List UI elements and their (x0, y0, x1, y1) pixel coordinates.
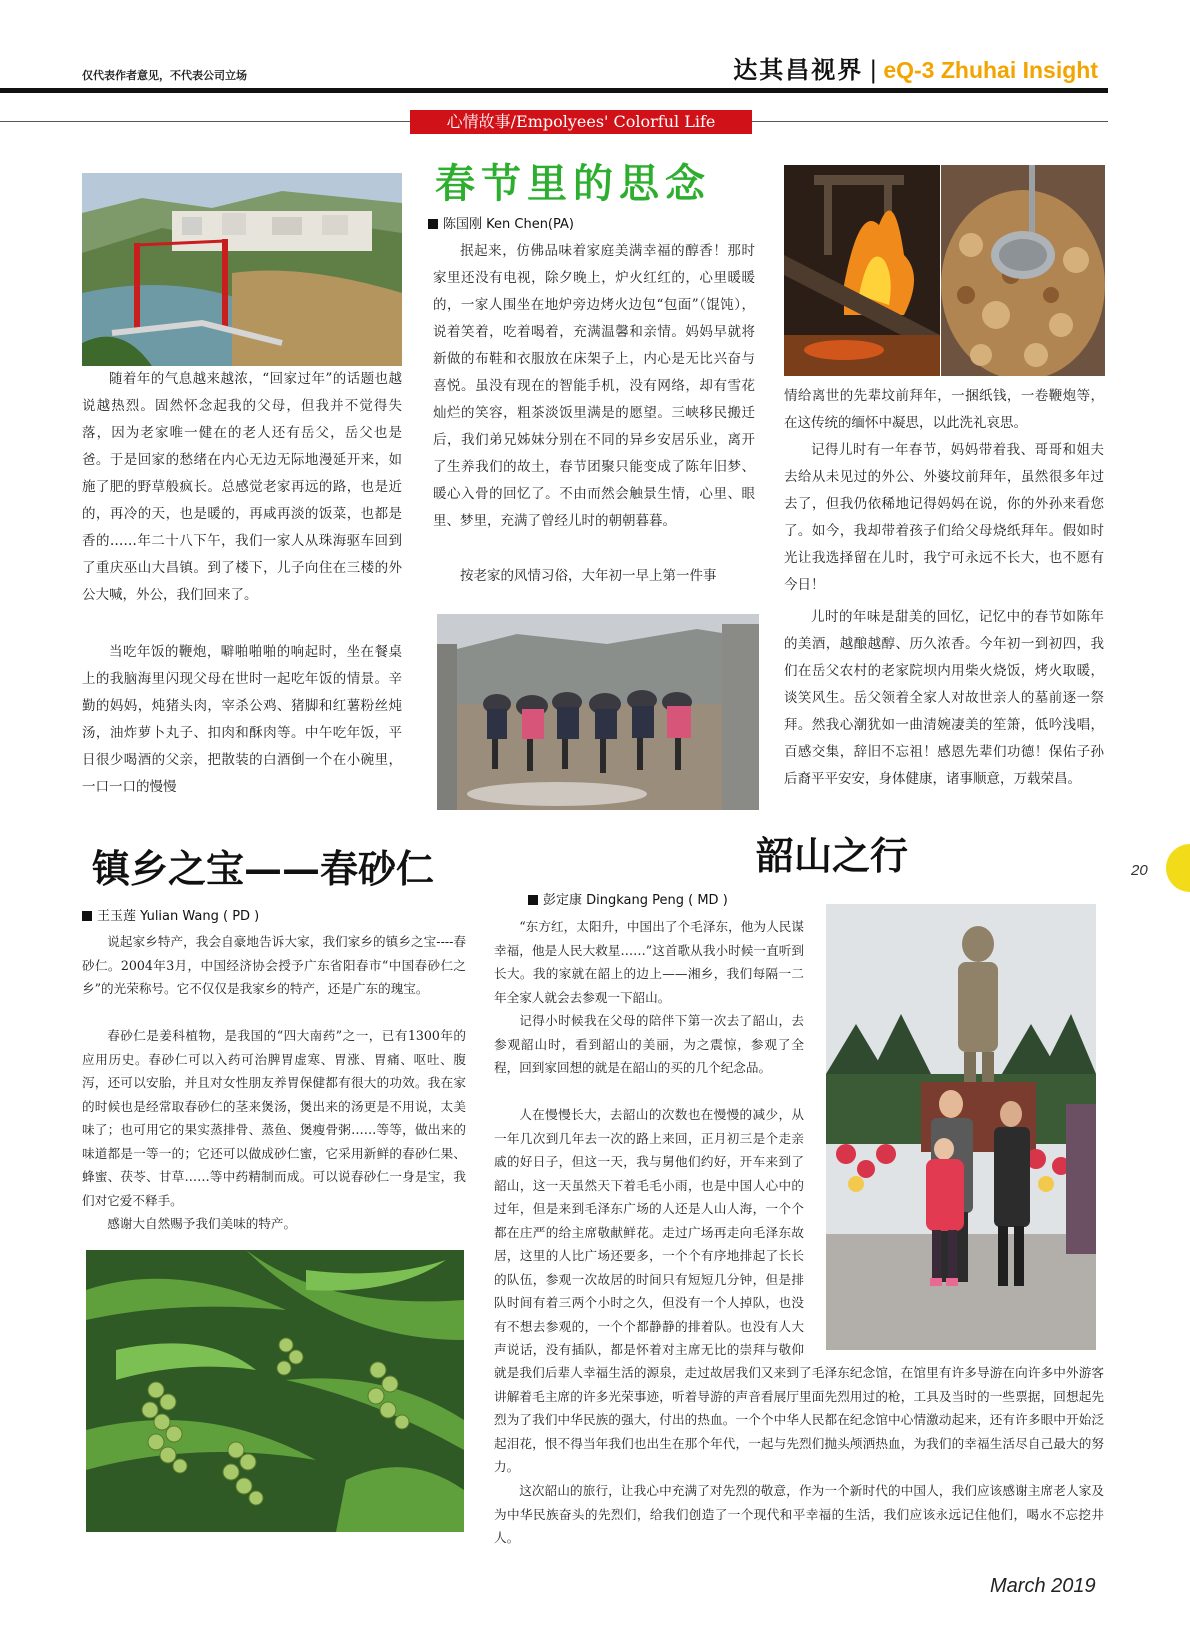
article1-title: 春节里的思念 (435, 161, 711, 207)
article1-byline: 陈国刚 Ken Chen(PA) (428, 213, 574, 232)
page-tab-marker (1166, 844, 1190, 892)
article2-byline: 王玉莲 Yulian Wang ( PD ) (82, 905, 259, 924)
article3-p2: 记得小时候我在父母的陪伴下第一次去了韶山，去参观韶山时，看到韶山的美丽，为之震惊，参观了全程，回到家回想的就是在韶山的买的几个纪念品。 (494, 1013, 804, 1075)
bullet-square-icon (82, 911, 92, 921)
article2-title: 镇乡之宝——春砂仁 (92, 846, 435, 891)
brand-chinese: 达其昌视界 (733, 55, 864, 84)
article3-p3: 人在慢慢长大，去韶山的次数也在慢慢的减少，从一年几次到几年去一次的路上来回，正月初三是个走亲戚的好日子，但这一天，我与舅他们约好，开车来到了韶山，这一天虽然天下着毛毛小雨，也是中国人心中的过年，但是来到毛泽东广场的人还是人山人海，一个个都在庄严的给主席敬献鲜花。走过广场再走向毛泽东故居，这里的人比广场还要多，一个个有序地排起了长长的队伍，参观一次故居的时间只有短短几分钟，但是排队时间有着三两个小时之久，但没有一个人掉队，也没有不想去参观的，一个个都静静的排着队。也没有人大声说话，没有插队，都是怀着对主席无比的崇拜与敬仰 (494, 1107, 804, 1357)
article3-title: 韶山之行 (756, 833, 909, 878)
article2-p2: 春砂仁是姜科植物，是我国的“四大南药”之一，已有1300年的应用历史。春砂仁可以入药可治脾胃虚寒、胃涨、胃痛、呕吐、腹泻，还可以安胎，并且对女性朋友养胃保健都有很大的功效。我在家的时候也是经常取春砂仁的茎来煲汤，煲出来的汤更是不用说，太美味了；也可用它的果实蒸排骨、蒸鱼、煲瘦骨粥……等等，做出来的味道都是一等一的；它还可以做成砂仁蜜，它采用新鲜的春砂仁果、蜂蜜、茯苓、甘草……等中药精制而成。可以说春砂仁一身是宝，我们对它爱不释手。 (82, 1028, 466, 1208)
page-number: 20 (1131, 862, 1148, 879)
article3-byline: 彭定康 Dingkang Peng ( MD ) (528, 889, 728, 908)
photo-bridge-town (82, 173, 402, 366)
section-banner: 心情故事/Empolyees' Colorful Life (410, 110, 752, 134)
photo-wood-fire (784, 165, 940, 376)
bullet-square-icon (428, 219, 438, 229)
article1-col2-p2: 按老家的风情习俗，大年初一早上第一件事 (460, 568, 717, 584)
brand-separator: | (869, 56, 878, 84)
article3-p4: 就是我们后辈人幸福生活的源泉，走过故居我们又来到了毛泽东纪念馆，在馆里有许多导游在向许多中外游客讲解着毛主席的许多光荣事迹，听着导游的声音看展厅里面先烈用过的枪，工具及当时的一些票据，回想起先烈为了我们中华民族的强大，付出的热血。一个个中华人民都在纪念馆中心情激动起来，还有许多眼中开始泛起泪花，恨不得当年我们也出生在那个年代，一起与先烈们抛头颅洒热血，为我们的幸福生活尽自己最大的努力。 (494, 1365, 1104, 1474)
article1-col2-p1: 抿起来，仿佛品味着家庭美满幸福的醇香！那时家里还没有电视，除夕晚上，炉火红红的，心里暖暖的，一家人围坐在地炉旁边烤火边包“包面”（馄饨），说着笑着，吃着喝着，充满温馨和亲情。妈妈早就将新做的布鞋和衣服放在床架子上，内心是无比兴奋与喜悦。虽没有现在的智能手机，没有网络，却有雪花灿烂的笑容，粗茶淡饭里满是的愿望。三峡移民搬迁后，我们弟兄姊妹分别在不同的异乡安居乐业，离开了生养我们的故土，春节团聚只能变成了陈年旧梦、暖心入骨的回忆了。不由而然会触景生情，心里、眼里、梦里，充满了曾经儿时的朝朝暮暮。 (433, 243, 755, 529)
article1-col1-p1: 随着年的气息越来越浓，“回家过年”的话题也越说越热烈。固然怀念起我的父母，但我并不觉得失落，因为老家唯一健在的老人还有岳父，岳父也是爸。于是回家的愁绪在内心无边无际地漫延开来，如施了肥的野草般疯长。总感觉老家再远的路，也是近的，再冷的天，也是暖的，再咸再淡的饭菜，也都是香的……年二十八下午，我们一家人从珠海驱车回到了重庆巫山大昌镇。到了楼下，儿子向住在三楼的外公大喊，外公，我们回来了。 (82, 371, 402, 603)
photo-family-bowing (437, 614, 759, 810)
photo-amomum-plant (86, 1250, 464, 1532)
article2-p1: 说起家乡特产，我会自豪地告诉大家，我们家乡的镇乡之宝----春砂仁。2004年3月，中国经济协会授予广东省阳春市“中国春砂仁之乡”的光荣称号。它不仅仅是我家乡的特产，还是广东的瑰宝。 (82, 934, 466, 996)
header-rule (0, 88, 1108, 93)
issue-date: March 2019 (990, 1575, 1096, 1597)
brand-masthead (733, 50, 1098, 85)
article1-col3-p2: 记得儿时有一年春节，妈妈带着我、哥哥和姐夫去给从未见过的外公、外婆坟前拜年，虽然很多年过去了，但我仍依稀地记得妈妈在说，你的外孙来看您了。如今，我却带着孩子们给父母烧纸拜年。假如时光让我选择留在儿时，我宁可永远不长大，也不愿有今日！ (784, 442, 1104, 593)
article2-p3: 感谢大自然赐予我们美味的特产。 (107, 1216, 297, 1231)
article1-col3-p3: 儿时的年味是甜美的回忆，记忆中的春节如陈年的美酒，越酿越醇、历久浓香。今年初一到初四，我们在岳父农村的老家院坝内用柴火烧饭，烤火取暖，谈笑风生。岳父领着全家人对故世亲人的墓前逐一祭拜。然我心潮犹如一曲清婉凄美的笙箫，低吟浅唱，百感交集，辞旧不忘祖！感恩先辈们功德！保佑子孙后裔平平安安，身体健康，诸事顺意，万载荣昌。 (784, 609, 1104, 787)
article1-col1-p2: 当吃年饭的鞭炮，噼啪啪啪的响起时，坐在餐桌上的我脑海里闪现父母在世时一起吃年饭的情景。辛勤的妈妈，炖猪头肉，宰杀公鸡、猪脚和红薯粉丝炖汤，油炸萝卜丸子、扣肉和酥肉等。中午吃年饭，平日很少喝酒的父亲，把散装的白酒倒一个在小碗里，一口一口的慢慢 (82, 644, 402, 795)
disclaimer: 仅代表作者意见，不代表公司立场 (82, 69, 247, 82)
photo-statue-family (826, 904, 1096, 1350)
article3-p5: 这次韶山的旅行，让我心中充满了对先烈的敬意，作为一个新时代的中国人，我们应该感谢主席老人家及为中华民族奋头的先烈们，给我们创造了一个现代和平幸福的生活，我们应该永远记住他们，喝水不忘挖井人。 (494, 1483, 1104, 1545)
photo-cooking-pot (941, 165, 1105, 376)
article3-p1: “东方红，太阳升，中国出了个毛泽东，他为人民谋幸福，他是人民大救星……”这首歌从我小时候一直听到长大。我的家就在韶上的边上——湘乡，我们每隔一二年全家人就会去参观一下韶山。 (494, 919, 804, 1005)
bullet-square-icon (528, 895, 538, 905)
brand-english: eQ-3 Zhuhai Insight (883, 57, 1098, 83)
article1-col3-p1: 情给离世的先辈坟前拜年，一捆纸钱，一卷鞭炮等，在这传统的缅怀中凝思，以此洗礼哀思。 (784, 388, 1104, 431)
